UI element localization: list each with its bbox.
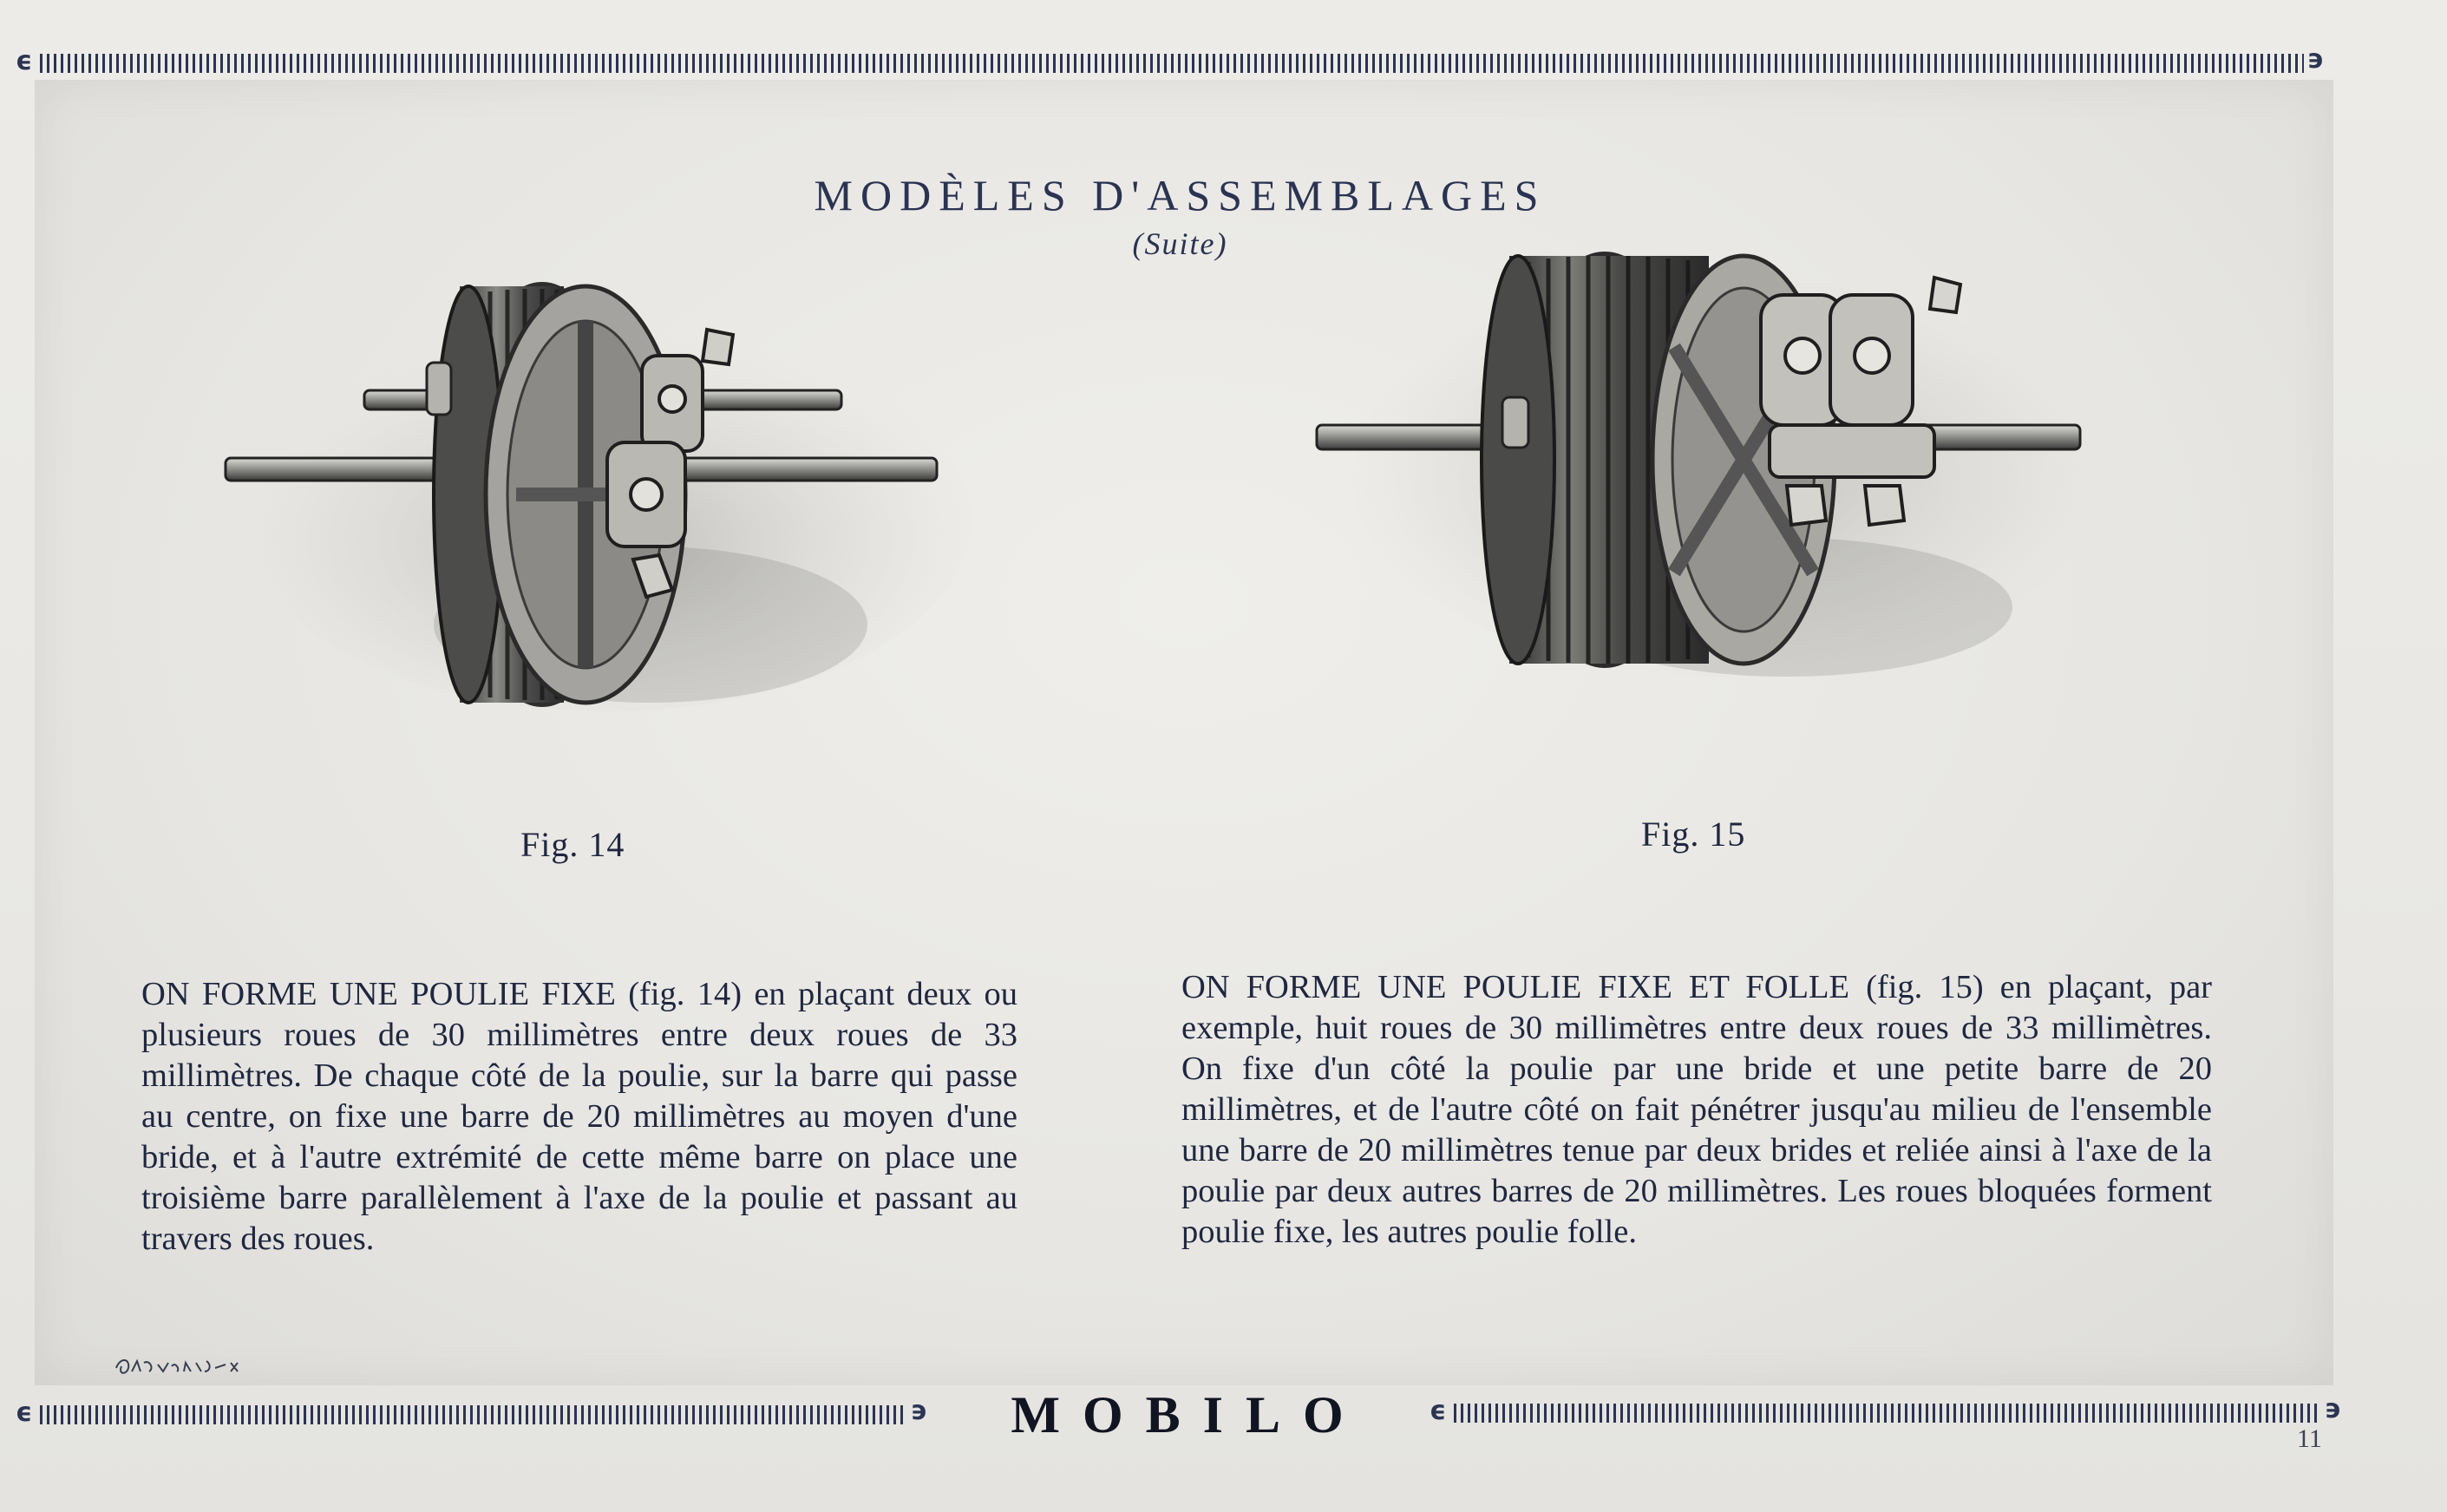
figure-14-image (200, 260, 998, 746)
page-subtitle: (Suite) (1132, 226, 1228, 261)
ornament-curl-right-icon: ϶ (2325, 1394, 2342, 1424)
paragraph-left: ON FORME UNE POULIE FIXE (fig. 14) en plaçant deux ou plusieurs roues de 30 millimètres entre deux roues de 33 millimètres. De chaque côté de la poulie, sur la barre qui passe au centre, on fixe une barre de 20 millimètres au moyen d'une bride, et à l'autre extrémité de cette même barre on place une troisième barre parallèlement à l'axe de la poulie et passant au travers des roues. (141, 976, 1017, 1257)
brand-footer: MOBILO (1011, 1386, 1366, 1443)
page-number: 11 (2297, 1424, 2322, 1453)
figure-15-image (1301, 226, 2108, 711)
page-title: MODÈLES D'ASSEMBLAGES (814, 171, 1547, 219)
bottom-left-ornamental-rule (40, 1405, 907, 1424)
ornament-curl-left-icon: ϵ (1430, 1396, 1447, 1426)
ornament-curl-left-icon: ϵ (16, 1397, 33, 1428)
figure-15-caption: Fig. 15 (1641, 815, 1746, 854)
ornament-curl-right-icon: ϶ (2307, 44, 2325, 75)
figure-14-caption: Fig. 14 (520, 825, 625, 864)
paragraph-right: ON FORME UNE POULIE FIXE ET FOLLE (fig. 15) en plaçant, par exemple, huit roues de 30 millimètres entre deux roues de 33 millimètres. On fixe d'un côté la poulie par une bride et une petite barre de 20 millimètres, et de l'autre côté on fait pénétrer jusqu'au milieu de l'ensemble une barre de 20 millimètres tenue par deux brides et reliée ainsi à l'axe de la poulie par deux autres barres de 20 millimètres. Les roues bloquées forment poulie fixe, les autres poulie folle. (1181, 969, 2212, 1250)
ornament-curl-right-icon: ϶ (911, 1396, 928, 1426)
illustrator-signature (111, 1349, 250, 1384)
bottom-right-ornamental-rule (1454, 1404, 2321, 1423)
ornament-curl-left-icon: ϵ (16, 46, 33, 76)
top-ornamental-rule (40, 54, 2304, 73)
